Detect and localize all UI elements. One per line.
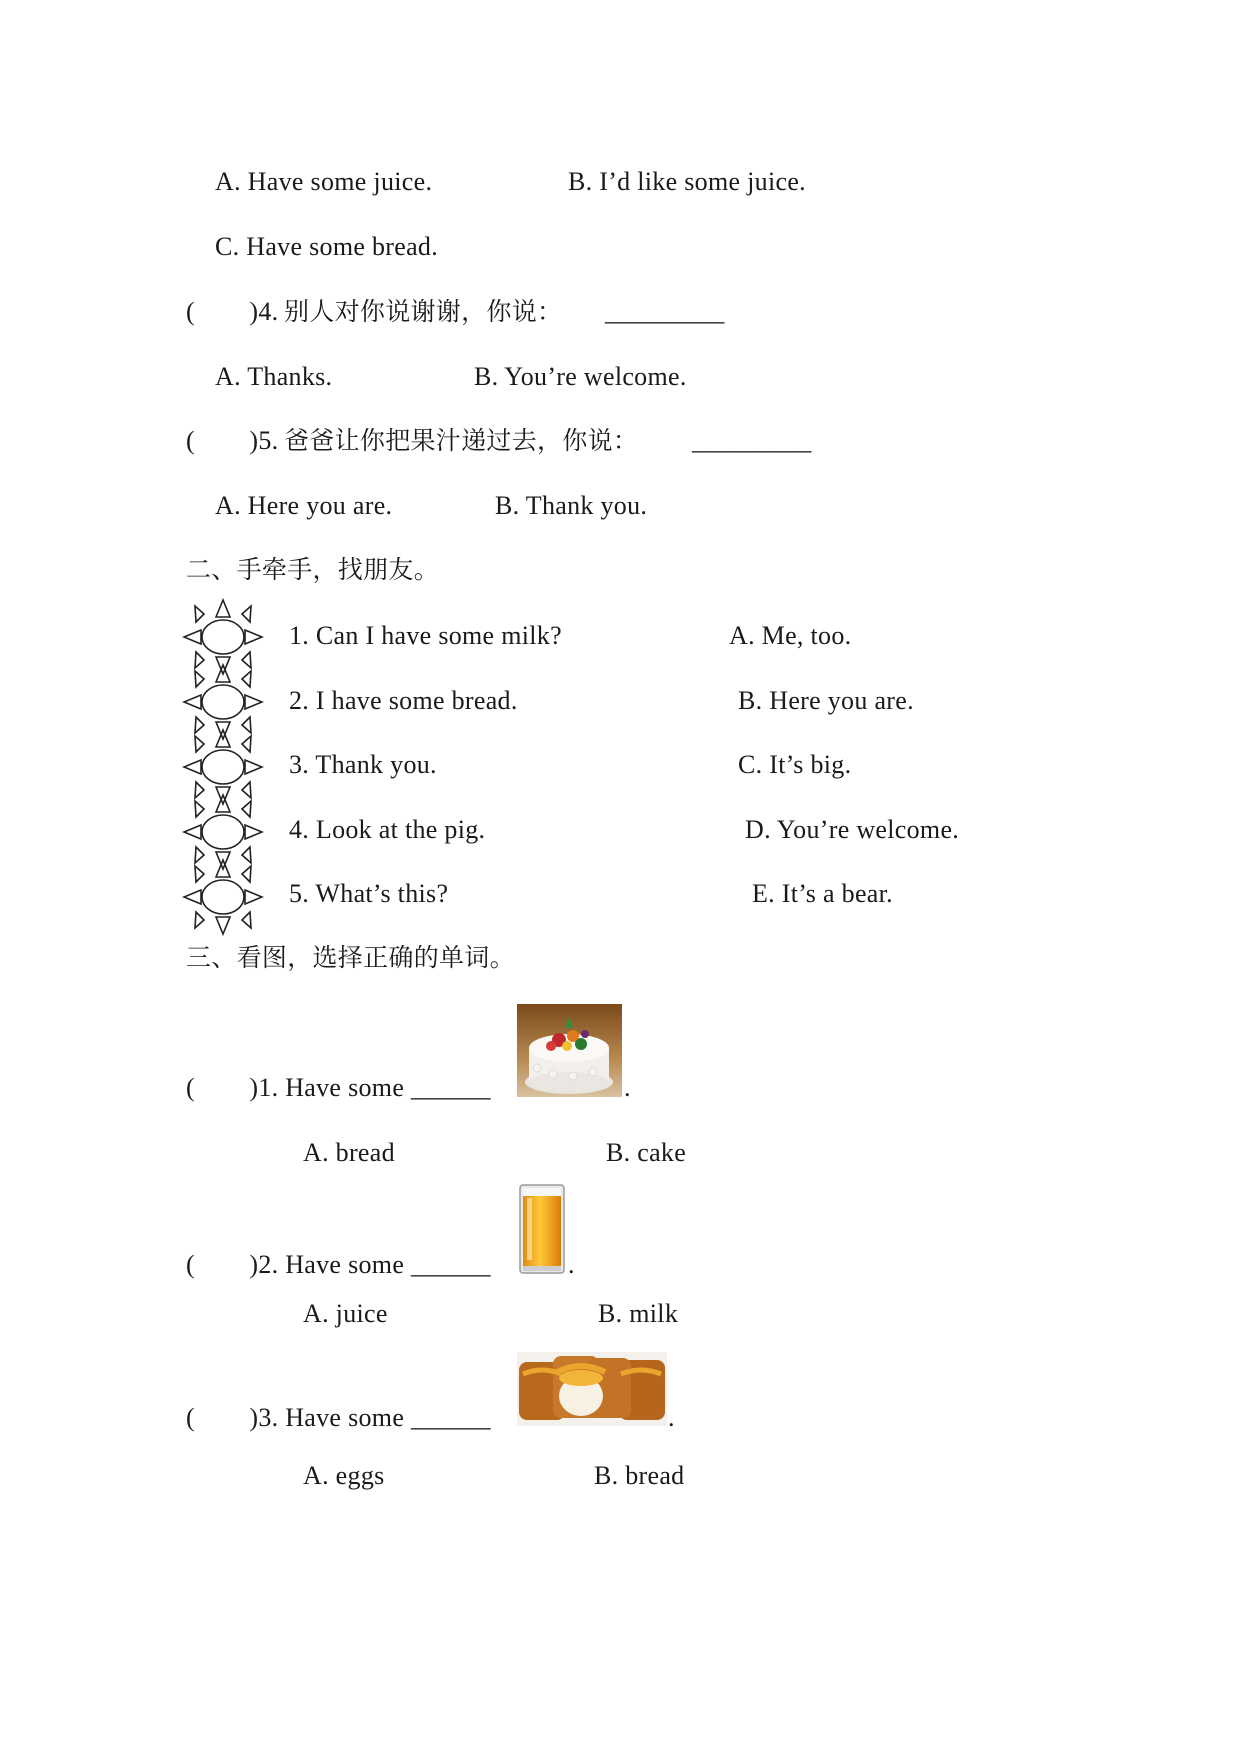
cake-image xyxy=(517,1004,622,1097)
q4-question: 别人对你说谢谢，你说： xyxy=(284,297,563,326)
q5-question: 爸爸让你把果汁递过去，你说： xyxy=(284,426,639,455)
match-left-item: 5. What’s this? xyxy=(289,879,449,908)
q5-paren: ( )5. xyxy=(186,426,279,455)
match-right-item: D. You’re welcome. xyxy=(745,815,960,844)
match-left-item: 2. I have some bread. xyxy=(289,686,518,715)
q4-option-a: A. Thanks. xyxy=(215,362,333,391)
picture-question-prompt: ( )2. Have some ______ xyxy=(186,1250,491,1279)
picture-option-b: B. milk xyxy=(598,1299,679,1328)
juice-glass-image xyxy=(517,1184,567,1274)
prompt-period: . xyxy=(668,1403,675,1432)
q3-option-c: C. Have some bread. xyxy=(215,232,439,261)
q4-option-b: B. You’re welcome. xyxy=(474,362,687,391)
q5-option-a: A. Here you are. xyxy=(215,491,393,520)
q5-option-b: B. Thank you. xyxy=(495,491,648,520)
sun-icon xyxy=(182,856,264,938)
prompt-period: . xyxy=(568,1250,575,1279)
match-right-item: B. Here you are. xyxy=(738,686,914,715)
q4-answer-blank: _________ xyxy=(605,297,725,326)
q3-option-a: A. Have some juice. xyxy=(215,167,433,196)
picture-question-prompt: ( )1. Have some ______ xyxy=(186,1073,491,1102)
q3-option-b: B. I’d like some juice. xyxy=(568,167,806,196)
prompt-period: . xyxy=(624,1073,631,1102)
picture-question-prompt: ( )3. Have some ______ xyxy=(186,1403,491,1432)
q5-answer-blank: _________ xyxy=(692,426,812,455)
picture-option-a: A. juice xyxy=(303,1299,388,1328)
match-left-item: 4. Look at the pig. xyxy=(289,815,486,844)
picture-option-a: A. eggs xyxy=(303,1461,385,1490)
picture-option-a: A. bread xyxy=(303,1138,395,1167)
match-right-item: E. It’s a bear. xyxy=(752,879,893,908)
bread-image xyxy=(517,1352,667,1426)
match-left-item: 3. Thank you. xyxy=(289,750,437,779)
section-2-heading: 二、手牵手，找朋友。 xyxy=(186,555,440,584)
section-3-heading: 三、看图，选择正确的单词。 xyxy=(186,943,515,972)
match-left-item: 1. Can I have some milk? xyxy=(289,621,562,650)
q4-paren: ( )4. xyxy=(186,297,279,326)
picture-option-b: B. bread xyxy=(594,1461,685,1490)
picture-option-b: B. cake xyxy=(606,1138,687,1167)
match-right-item: C. It’s big. xyxy=(738,750,852,779)
match-right-item: A. Me, too. xyxy=(729,621,852,650)
